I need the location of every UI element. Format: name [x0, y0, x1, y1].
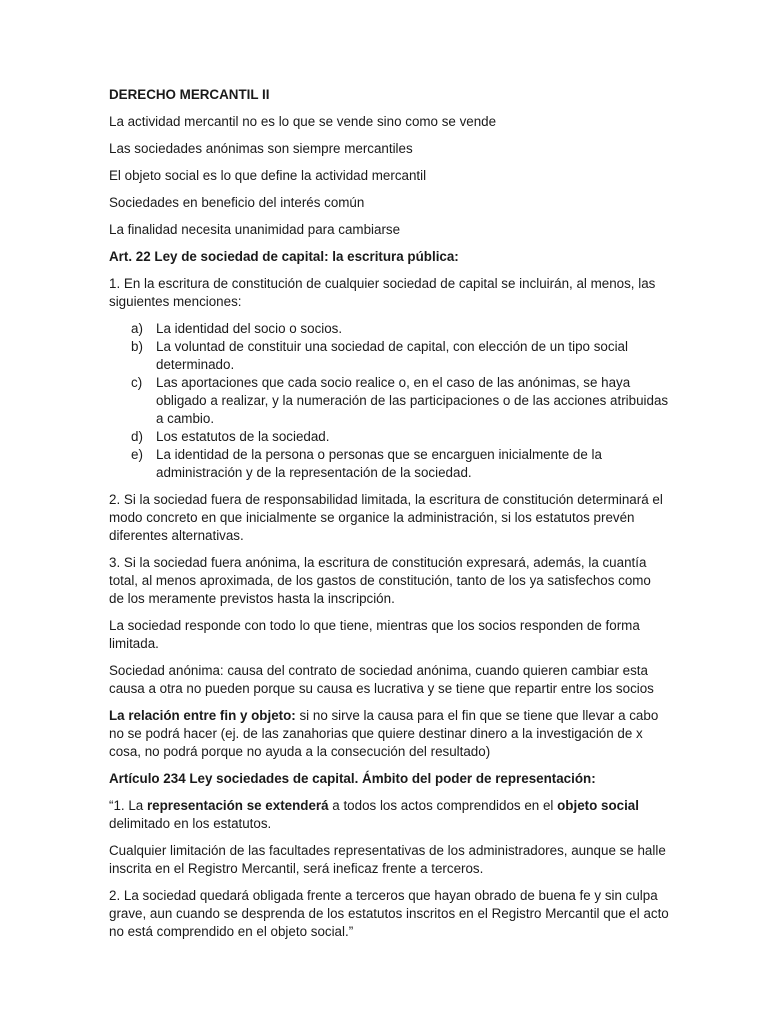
art22-paragraph-2: 2. Si la sociedad fuera de responsabilidad limitada, la escritura de constitución determinará el modo concreto en que inicialmente se organice la administración, si los estatutos prevén diferentes alternativas. [109, 492, 663, 543]
note-line: La actividad mercantil no es lo que se vende sino como se vende [109, 114, 497, 129]
art234-quote-1: “1. La representación se extenderá a todos los actos comprendidos en el objeto social delimitado en los estatutos. [109, 798, 639, 831]
list-marker: a) [131, 321, 143, 336]
note-line: Las sociedades anónimas son siempre mercantiles [109, 141, 413, 156]
art22-paragraph-3: 3. Si la sociedad fuera anónima, la escritura de constitución expresará, además, la cuantía total, al menos aproximada, de los gastos de constitución, tanto de los ya satisfechos como de los meramente previstos hasta la inscripción. [109, 555, 651, 606]
list-marker: c) [131, 375, 143, 390]
art234-title: Artículo 234 Ley sociedades de capital. Ámbito del poder de representación: [109, 771, 596, 786]
art22-mentions-list [109, 320, 669, 482]
liability-note: La sociedad responde con todo lo que tiene, mientras que los socios responden de forma limitada. [109, 618, 640, 651]
list-item-text: Las aportaciones que cada socio realice o, en el caso de las anónimas, se haya obligado a realizar, y la numeración de las participaciones o de las acciones atribuidas a cambio. [156, 375, 669, 426]
note-line: El objeto social es lo que define la actividad mercantil [109, 168, 427, 183]
list-item-text: La identidad de la persona o personas que se encarguen inicialmente de la administración y de la representación de la sociedad. [156, 447, 602, 480]
art234-quote-3: 2. La sociedad quedará obligada frente a terceros que hayan obrado de buena fe y sin culpa grave, aun cuando se desprenda de los estatutos inscritos en el Registro Mercantil que el acto no está comprendido en el objeto social.” [109, 888, 669, 939]
anonymous-society-note: Sociedad anónima: causa del contrato de sociedad anónima, cuando quieren cambiar esta causa a otra no pueden porque su causa es lucrativa y se tiene que repartir entre los socios [109, 663, 654, 696]
note-line: La finalidad necesita unanimidad para cambiarse [109, 222, 401, 237]
list-item-text: La voluntad de constituir una sociedad de capital, con elección de un tipo social determinado. [156, 339, 628, 372]
purpose-object-note [109, 707, 669, 761]
list-item [109, 374, 669, 428]
list-item-text: La identidad del socio o socios. [156, 321, 343, 336]
purpose-object-label: La relación entre fin y objeto: [109, 708, 296, 723]
note-line: Sociedades en beneficio del interés común [109, 195, 365, 210]
list-item [109, 320, 669, 338]
list-marker: b) [131, 339, 143, 354]
art22-title: Art. 22 Ley de sociedad de capital: la escritura pública: [109, 249, 459, 264]
list-marker: e) [131, 447, 143, 462]
list-item [109, 338, 669, 374]
art22-paragraph-1: 1. En la escritura de constitución de cualquier sociedad de capital se incluirán, al menos, las siguientes menciones: [109, 276, 656, 309]
document-body [109, 86, 669, 950]
list-item [109, 446, 669, 482]
list-item [109, 428, 669, 446]
list-marker: d) [131, 429, 143, 444]
purpose-object-text: si no sirve la causa para el fin que se tiene que llevar a cabo no se podrá hacer (ej. de las zanahorias que quiere destinar dinero a la investigación de x cosa, no podrá porque no ayuda a la consecución del resultado) [109, 708, 659, 759]
document-heading: DERECHO MERCANTIL II [109, 87, 270, 102]
list-item-text: Los estatutos de la sociedad. [156, 429, 330, 444]
art234-quote-2: Cualquier limitación de las facultades representativas de los administradores, aunque se halle inscrita en el Registro Mercantil, será ineficaz frente a terceros. [109, 843, 666, 876]
